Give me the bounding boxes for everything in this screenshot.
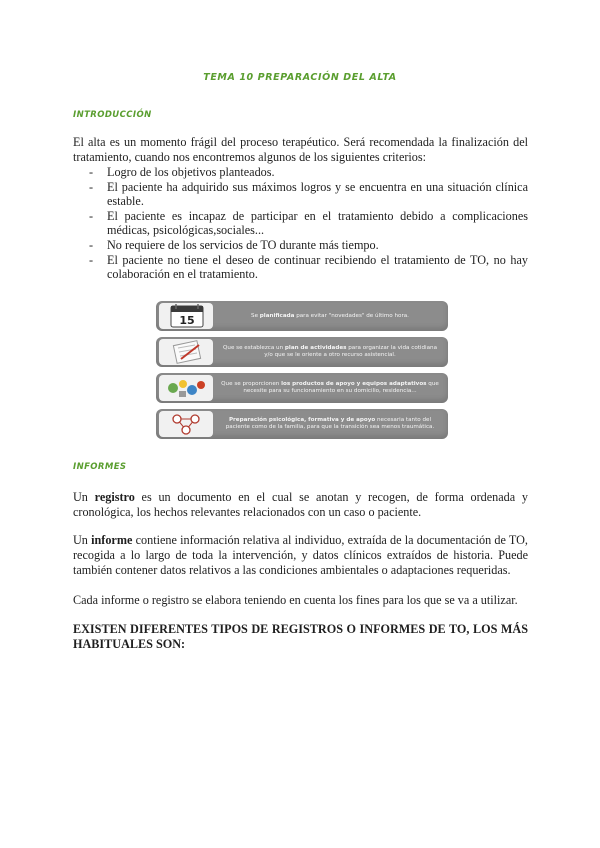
list-item: [73, 180, 528, 209]
list-item-text: Logro de los objetivos planteados.: [107, 165, 275, 179]
graphic-row-psychological-prep: [156, 409, 448, 439]
calendar-icon: [159, 303, 213, 329]
list-item-text: El paciente no tiene el deseo de continuar recibiendo el tratamiento de TO, no hay colaboración en el tratamiento.: [107, 252, 528, 282]
assistive-devices-icon: [159, 375, 213, 401]
graphic-row-support-products: [156, 373, 448, 403]
discharge-preparation-graphic: [156, 301, 448, 439]
people-network-icon: [159, 411, 213, 437]
dash-bullet-icon: -: [89, 208, 94, 223]
graphic-row-text: Que se establezca un plan de actividades para organizar la vida cotidiana y/o que se le oriente a otro recurso asistencial.: [223, 345, 437, 358]
calendar-number: 15: [179, 314, 195, 327]
graphic-row-text: Preparación psicológica, formativa y de apoyo necesaria tanto del paciente como de la familia, para que la transición sea menos traumática.: [225, 417, 435, 430]
planner-icon: [159, 339, 213, 365]
graphic-row-activities: [156, 337, 448, 367]
criteria-list: [73, 165, 528, 282]
list-item: [73, 238, 528, 253]
list-item-text: El paciente ha adquirido sus máximos logros y se encuentra en una situación clínica estable.: [107, 179, 528, 209]
informe-term: informe: [91, 533, 133, 547]
purpose-paragraph: Cada informe o registro se elabora teniendo en cuenta los fines para los que se va a utilizar.: [73, 593, 518, 607]
intro-heading: INTRODUCCIÓN: [73, 110, 152, 120]
informes-heading: INFORMES: [73, 462, 127, 472]
list-item: [73, 165, 528, 180]
list-item-text: El paciente es incapaz de participar en el tratamiento debido a complicaciones médicas, psicológicas,sociales...: [107, 208, 528, 238]
list-item: [73, 253, 528, 282]
list-item: [73, 209, 528, 238]
dash-bullet-icon: -: [89, 252, 94, 267]
registro-paragraph: Un registro es un documento en el cual se anotan y recogen, de forma ordenada y cronológica, los hechos relevantes relacionados con un caso o paciente.: [73, 490, 528, 519]
graphic-row-text: Se planificada para evitar "novedades" de último hora.: [251, 312, 409, 319]
list-item-text: No requiere de los servicios de TO durante más tiempo.: [107, 237, 379, 252]
types-heading: EXISTEN DIFERENTES TIPOS DE REGISTROS O INFORMES DE TO, LOS MÁS HABITUALES SON:: [73, 622, 528, 651]
page-title: TEMA 10 PREPARACIÓN DEL ALTA: [203, 72, 397, 83]
informe-paragraph: Un informe contiene información relativa al individuo, extraída de la documentación de TO, recogida a lo largo de toda la intervención, y datos clínicos extraídos de historia. Puede también contener datos relativos a las condiciones ambientales o adaptaciones requeridas.: [73, 533, 528, 577]
graphic-row-text: Que se proporcionen los productos de apoyo y equipos adaptativos que necesite para su funcionamiento en su domicilio, residencia...: [221, 381, 439, 394]
graphic-row-planning: [156, 301, 448, 331]
intro-paragraph: El alta es un momento frágil del proceso terapéutico. Será recomendada la finalización del tratamiento, cuando nos encontremos algunos de los siguientes criterios:: [73, 135, 528, 164]
dash-bullet-icon: -: [89, 179, 94, 194]
dash-bullet-icon: -: [89, 237, 94, 252]
registro-term: registro: [94, 490, 135, 504]
dash-bullet-icon: -: [89, 165, 94, 179]
